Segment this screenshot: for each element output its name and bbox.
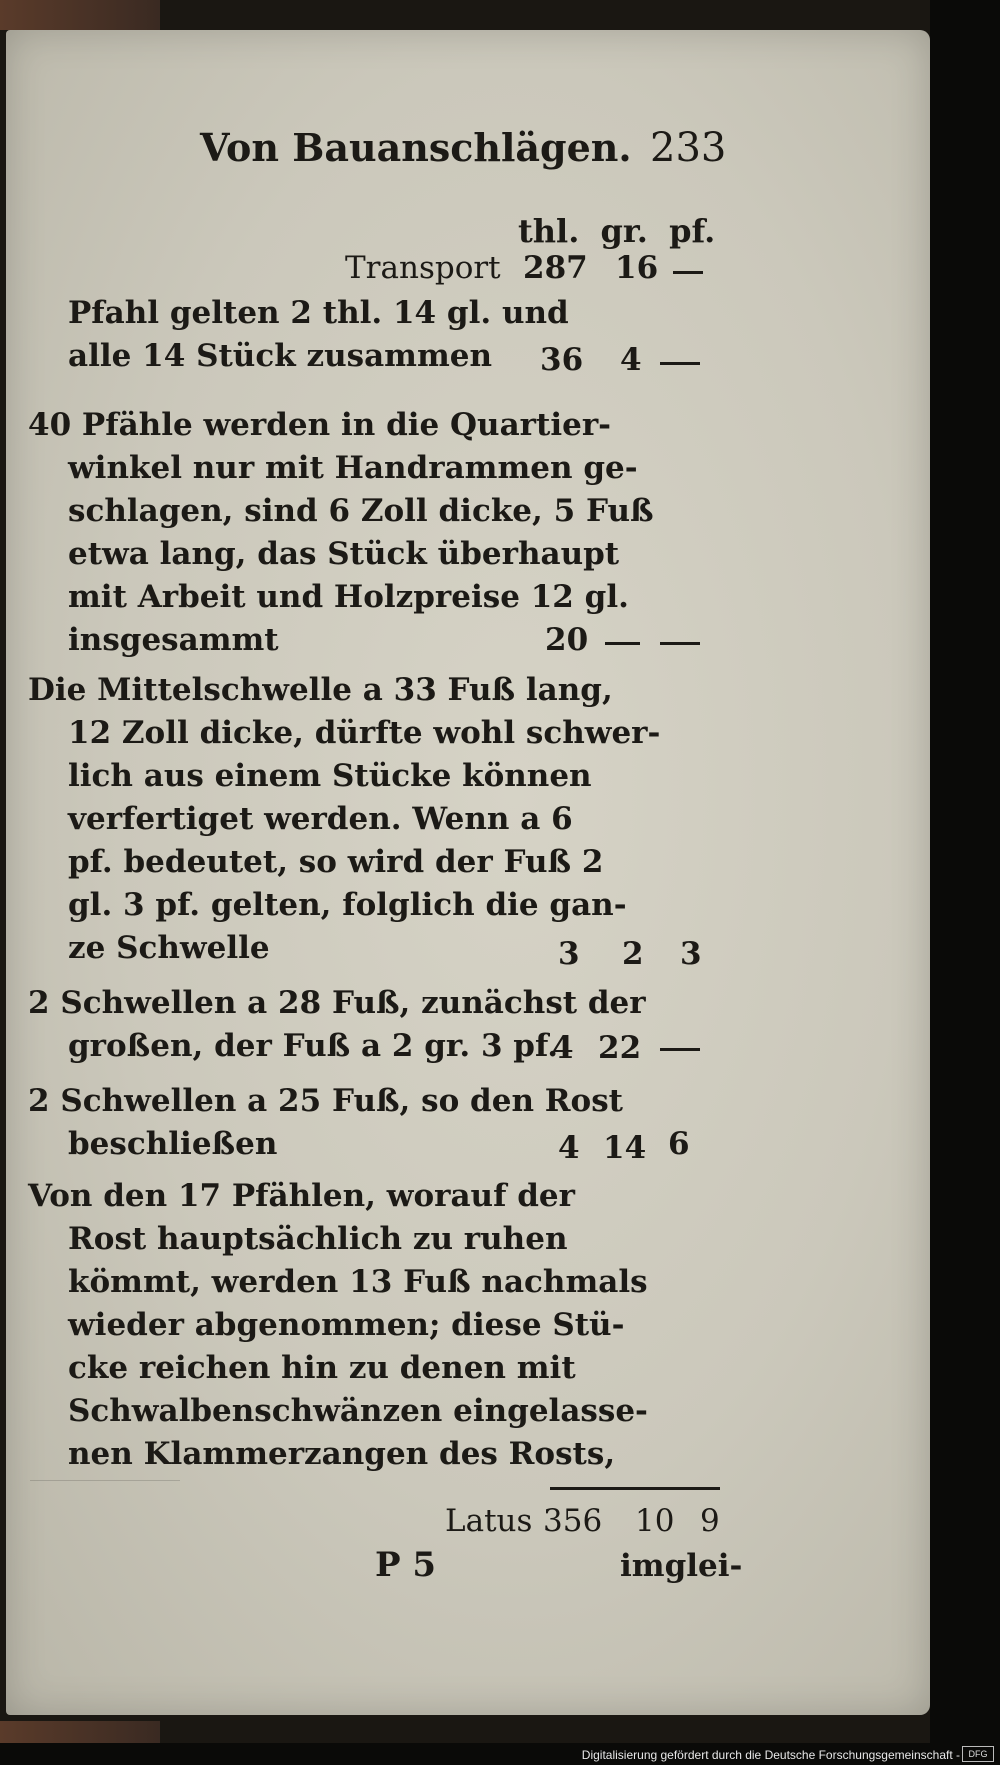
entry-2-line-4: etwa lang, das Stück überhaupt [68,536,620,572]
latus-pf: 9 [700,1503,720,1539]
entry-3-thl: 3 [558,936,580,972]
entry-4-line-2: großen, der Fuß a 2 gr. 3 pf. [68,1028,559,1064]
book-edge-top [0,0,160,30]
entry-3-line-2: 12 Zoll dicke, dürfte wohl schwer- [68,715,661,751]
transport-pf-dash [673,271,703,274]
latus-label: Latus [445,1503,533,1539]
entry-2-line-1: 40 Pfähle werden in die Quartier- [28,407,612,443]
entry-6-line-7: nen Klammerzangen des Rosts, [68,1436,616,1472]
sum-rule [550,1487,720,1490]
transport-label: Transport [345,250,501,286]
dfg-logo: DFG [962,1746,994,1762]
entry-3-line-7: ze Schwelle [68,930,270,966]
entry-3-line-5: pf. bedeutet, so wird der Fuß 2 [68,844,604,880]
signature-mark: P 5 [375,1545,437,1585]
page-number: 233 [650,125,727,171]
faint-rule [30,1480,180,1481]
entry-5-thl: 4 [558,1130,580,1166]
entry-6-line-2: Rost hauptsächlich zu ruhen [68,1221,568,1257]
entry-2-line-3: schlagen, sind 6 Zoll dicke, 5 Fuß [68,493,654,529]
entry-1-gr: 4 [620,342,642,378]
entry-3-gr: 2 [622,936,644,972]
entry-5-gr: 14 [603,1130,647,1166]
entry-1-pf-dash [660,362,700,365]
entry-3-line-3: lich aus einem Stücke können [68,758,592,794]
entry-6-line-5: cke reichen hin zu denen mit [68,1350,576,1386]
currency-column-header: thl. gr. pf. [518,212,716,250]
entry-3-line-1: Die Mittelschwelle a 33 Fuß lang, [28,672,613,708]
scan-background [930,0,1000,1765]
entry-6-line-6: Schwalbenschwänzen eingelasse- [68,1393,648,1429]
catchword: imglei- [620,1548,743,1584]
entry-2-line-6: insgesammt [68,622,279,658]
entry-2-line-5: mit Arbeit und Holzpreise 12 gl. [68,579,629,615]
entry-2-line-2: winkel nur mit Handrammen ge- [68,450,638,486]
digitization-footer [0,1743,1000,1765]
entry-3-line-6: gl. 3 pf. gelten, folglich die gan- [68,887,627,923]
entry-1-line-2: alle 14 Stück zusammen [68,338,493,374]
entry-2-pf-dash [660,642,700,645]
entry-6-line-4: wieder abgenommen; diese Stü- [68,1307,625,1343]
latus-thl: 356 [543,1503,603,1539]
entry-5-pf: 6 [668,1126,690,1162]
entry-6-line-3: kömmt, werden 13 Fuß nachmals [68,1264,648,1300]
entry-4-line-1: 2 Schwellen a 28 Fuß, zunächst der [28,985,646,1021]
transport-thl: 287 [523,250,588,286]
entry-4-thl: 4 [552,1030,574,1066]
entry-2-thl: 20 [545,622,589,658]
entry-6-line-1: Von den 17 Pfählen, worauf der [28,1178,575,1214]
entry-5-line-1: 2 Schwellen a 25 Fuß, so den Rost [28,1083,623,1119]
transport-gr: 16 [615,250,659,286]
running-head-title: Von Bauanschlägen. [200,125,632,170]
entry-4-pf-dash [660,1048,700,1051]
entry-1-line-1: Pfahl gelten 2 thl. 14 gl. und [68,295,569,331]
entry-3-pf: 3 [680,936,702,972]
entry-2-gr-dash [605,642,640,645]
footer-credit: Digitalisierung gefördert durch die Deutsche Forschungsgemeinschaft - [581,1748,960,1762]
entry-3-line-4: verfertiget werden. Wenn a 6 [68,801,573,837]
book-edge-bottom [0,1721,160,1745]
entry-1-thl: 36 [540,342,584,378]
latus-gr: 10 [635,1503,675,1539]
entry-5-line-2: beschließen [68,1126,278,1162]
entry-4-gr: 22 [598,1030,642,1066]
